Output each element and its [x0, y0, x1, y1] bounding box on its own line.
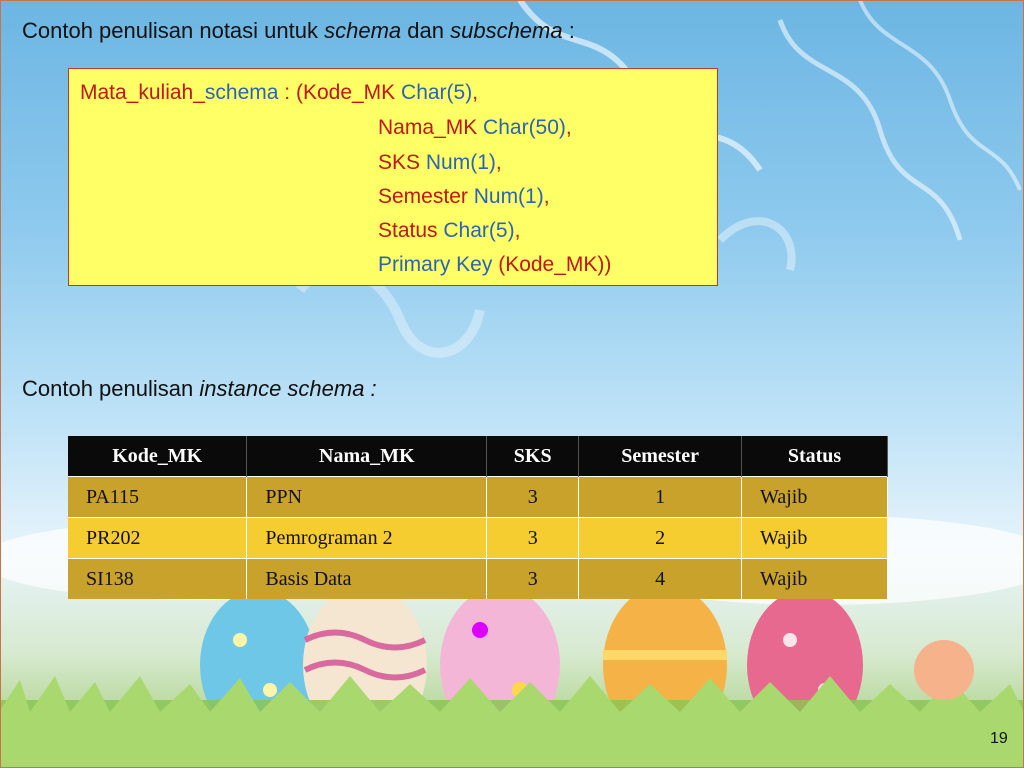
cell-status: Wajib: [742, 477, 888, 518]
cell-sks: 3: [487, 559, 579, 600]
table-row: [68, 559, 888, 600]
instance-table: [68, 436, 888, 599]
col-header-sks: SKS: [487, 436, 579, 477]
page-number: 19: [990, 730, 1008, 747]
cell-nama: Basis Data: [247, 559, 487, 600]
cell-status: Wajib: [742, 518, 888, 559]
cell-semester: 2: [579, 518, 742, 559]
schema-line-2: Nama_MK Char(50),: [378, 116, 572, 139]
cell-nama: Pemrograman 2: [247, 518, 487, 559]
schema-line-4: Semester Num(1),: [378, 185, 550, 208]
schema-line-6: Primary Key (Kode_MK)): [378, 253, 612, 276]
cell-nama: PPN: [247, 477, 487, 518]
cell-semester: 1: [579, 477, 742, 518]
schema-line-1: Mata_kuliah_schema : (Kode_MK Char(5),: [80, 81, 479, 104]
heading-schema-notation: Contoh penulisan notasi untuk schema dan subschema :: [22, 18, 575, 43]
cell-sks: 3: [487, 477, 579, 518]
cell-sks: 3: [487, 518, 579, 559]
schema-line-3: SKS Num(1),: [378, 151, 502, 174]
table-header-row: [68, 436, 888, 477]
schema-line-5: Status Char(5),: [378, 219, 521, 242]
table-row: [68, 477, 888, 518]
cell-semester: 4: [579, 559, 742, 600]
decorative-circle: [914, 640, 974, 700]
schema-notation-box: [68, 68, 718, 286]
col-header-semester: Semester: [579, 436, 742, 477]
cell-kode: PR202: [68, 518, 247, 559]
cell-kode: SI138: [68, 559, 247, 600]
heading-instance-schema: Contoh penulisan instance schema :: [22, 376, 377, 401]
col-header-status: Status: [742, 436, 888, 477]
table-row: [68, 518, 888, 559]
cell-kode: PA115: [68, 477, 247, 518]
cell-status: Wajib: [742, 559, 888, 600]
col-header-kode: Kode_MK: [68, 436, 247, 477]
col-header-nama: Nama_MK: [247, 436, 487, 477]
